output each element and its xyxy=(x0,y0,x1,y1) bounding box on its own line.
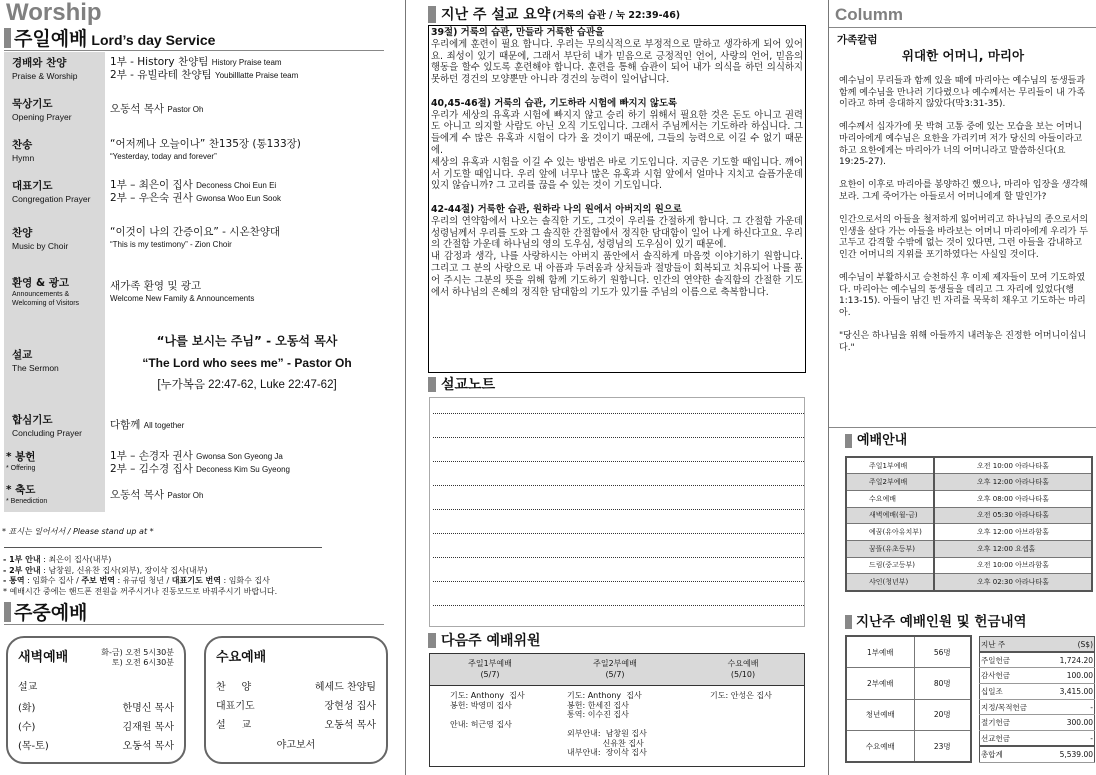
sermon-summary-heading xyxy=(428,4,680,24)
column-title: 수요예배 xyxy=(727,659,759,668)
sermon-info xyxy=(110,330,384,396)
service-time: 오후 12:00 요셉홀 xyxy=(934,540,1092,557)
sermon-title-en: “The Lord who sees me” - Pastor Oh xyxy=(142,356,352,370)
wednesday-row xyxy=(216,678,376,693)
offering-total-label: 총합계 xyxy=(980,746,1046,762)
divider xyxy=(829,27,1096,28)
note-line xyxy=(3,566,277,577)
offering-amount: - xyxy=(1046,731,1095,747)
offering-type: 선교헌금 xyxy=(980,731,1046,747)
service-times-heading-text: 예배안내 xyxy=(857,433,908,448)
summary-section-heading: 42-44절) 거룩한 습관, 원하라 나의 원에서 아버지의 원으로 xyxy=(431,203,682,215)
note-line xyxy=(433,581,804,582)
order-value-en: Gwonsa Son Gyeong Ja xyxy=(196,452,283,461)
order-label-ko: 찬양 xyxy=(12,227,33,239)
section-bar-icon xyxy=(845,434,852,448)
wednesday-row xyxy=(216,697,376,712)
service-name: 꿈뜰(유초등부) xyxy=(846,540,934,557)
order-value-en: “This is my testimony” - Zion Choir xyxy=(110,240,232,249)
offering-type: 십일조 xyxy=(980,684,1046,700)
note-text: : 유규림 청년 / xyxy=(115,576,172,585)
dawn-day: (목-토) xyxy=(18,741,49,752)
note-label: - 통역 xyxy=(3,576,25,585)
service-name: 예꿈(유아유치부) xyxy=(846,524,934,541)
column-paragraph: 예수님이 부활하시고 승천하신 후 이제 제자들이 모여 기도하였다. 마리아는 예수님의 동생들을 데리고 그 자리에 있었다(행1:13-15). 아들이 남긴 빈 자리를 묵묵히 채우고 기도하는 마리아. xyxy=(839,273,1086,318)
attendance-count: 23명 xyxy=(914,731,971,763)
dawn-time-weekday: 화-금) 오전 5시30분 xyxy=(101,648,174,657)
column-title: Columm xyxy=(835,5,903,24)
order-value: “이것이 나의 간증이요” - 시온찬양대 xyxy=(110,226,281,238)
note-text: : 임화수 집사 xyxy=(220,576,270,585)
section-bar-icon xyxy=(428,377,436,392)
attendance-count: 20명 xyxy=(914,699,971,731)
wednesday-title: 수요예배 xyxy=(216,650,267,665)
offering-amount: 1,724.20 xyxy=(1046,652,1095,668)
offering-header-row xyxy=(980,637,1095,653)
order-value-en: Welcome New Family & Announcements xyxy=(110,294,255,303)
order-value: 새가족 환영 및 광고 xyxy=(110,280,202,292)
column-title: 주일2부예배 xyxy=(593,659,637,668)
note-text: : 남창원, 신유찬 집사(외부), 장이삭 집사(내부) xyxy=(40,565,208,575)
note-text: : 임화수 집사 / xyxy=(24,576,82,585)
order-value-en: Deconess Kim Su Gyeong xyxy=(196,465,290,474)
dawn-day: (화) xyxy=(18,703,36,714)
order-label-en: The Sermon xyxy=(12,363,59,373)
order-value-en: All together xyxy=(143,421,185,430)
service-row xyxy=(846,557,1092,574)
offering-type: 절기헌금 xyxy=(980,715,1046,731)
column-body xyxy=(839,76,1091,366)
note-line xyxy=(433,533,804,534)
note-label: 주보 번역 xyxy=(81,576,116,585)
order-value: “어저께나 오늘이나” 찬135장 (통133장) xyxy=(110,138,301,150)
offering-table xyxy=(979,636,1095,763)
sermon-notes-heading-text: 설교노트 xyxy=(441,377,496,393)
dawn-row xyxy=(18,699,174,714)
next-week-cell: 기도: Anthony 집사 봉헌: 박영미 집사 안내: 허근영 집사 xyxy=(450,691,525,729)
offering-amount: 100.00 xyxy=(1046,668,1095,684)
order-label-ko: 합심기도 xyxy=(12,414,53,426)
next-week-heading xyxy=(428,630,541,650)
wednesday-person: 장현성 집사 xyxy=(324,701,376,712)
service-time: 오전 10:00 아라나타홀 xyxy=(934,457,1092,474)
attendance-service: 1부예배 xyxy=(846,636,914,668)
attendance-service: 청년예배 xyxy=(846,699,914,731)
service-name: 새벽예배(월-금) xyxy=(846,507,934,524)
weekday-heading-ko: 주중예배 xyxy=(14,602,88,624)
offering-type: 주일헌금 xyxy=(980,652,1046,668)
attendance-service: 수요예배 xyxy=(846,731,914,763)
service-row xyxy=(846,474,1092,491)
attendance-row xyxy=(846,636,971,668)
order-value: 오동석 목사 xyxy=(110,103,165,115)
dawn-preacher: 오동석 목사 xyxy=(122,741,174,752)
note-line xyxy=(433,557,804,558)
attendance-count: 80명 xyxy=(914,668,971,700)
column-section xyxy=(828,0,1096,775)
service-name: 샤인(청년부) xyxy=(846,574,934,591)
weekday-service-heading xyxy=(4,601,384,625)
wednesday-book: 야고보서 xyxy=(276,740,316,751)
order-value-en: Deconess Choi Eun Ei xyxy=(196,181,277,190)
order-label-ko: 찬송 xyxy=(12,139,33,151)
note-label: 대표기도 번역 xyxy=(171,576,221,585)
summary-subheading: (거룩의 습관 / 눅 22:39-46) xyxy=(552,10,681,21)
attendance-table xyxy=(845,635,972,763)
column-date: (5/7) xyxy=(605,670,625,679)
note-text: : 최은이 집사(내부) xyxy=(40,555,112,564)
service-row xyxy=(846,574,1092,591)
order-label-ko: 묵상기도 xyxy=(12,98,53,110)
wednesday-person: 오동석 목사 xyxy=(324,720,376,731)
offering-amount: 3,415.00 xyxy=(1046,684,1095,700)
order-value: 다함께 xyxy=(110,419,141,431)
sermon-scripture: [누가복음 22:47-62, Luke 22:47-62] xyxy=(157,379,337,391)
order-label-ko: 설교 xyxy=(12,349,33,361)
service-name: 주일2부예배 xyxy=(846,474,934,491)
order-label-ko: 대표기도 xyxy=(12,180,53,192)
service-time: 오후 08:00 아라나타홀 xyxy=(934,490,1092,507)
attendance-row xyxy=(846,731,971,763)
order-value: 오동석 목사 xyxy=(110,489,165,501)
next-week-col-header xyxy=(430,658,550,680)
service-name: 주일1부예배 xyxy=(846,457,934,474)
column-paragraph: 인간으로서의 아들을 철저하게 잃어버리고 하나님의 종으로서의 인생을 살다 가는 아들을 바라보는 어머니 마리아에게 우리가 두고두고 감격할 수밖에 없는 것이 있다면, 그런 아들을 감내하고 인간 어머니의 지위를 포기하였다는 사실일 것이다. xyxy=(839,215,1089,260)
next-week-header-row xyxy=(430,654,804,686)
attendance-heading-text: 지난주 예배인원 및 헌금내역 xyxy=(856,614,1027,630)
attendance-service: 2부예배 xyxy=(846,668,914,700)
summary-paragraph: 우리에게 훈련이 필요 합니다. 우리는 무의식적으로 부정적으로 말하고 생각하게 되어 있어요. 죄성이 있기 때문에, 그래서 부단히 내가 믿음으로 긍정적인 언어, 사랑의 언어, 믿음의 행동을 할수 있도록 훈련해야 합니다. 훈련을 통해 습관이 되어 내가 의식을 하던 의식하지 못하던 경건의 모양뿐만 아니라 경건의 능력이 일어납니다. xyxy=(431,38,803,86)
offering-row xyxy=(980,731,1095,747)
service-row xyxy=(846,524,1092,541)
next-week-heading-text: 다음주 예배위원 xyxy=(441,633,541,649)
column-date: (5/7) xyxy=(480,670,500,679)
offering-header-unit: (S$) xyxy=(1046,637,1095,653)
wednesday-row xyxy=(216,716,376,731)
attendance-row xyxy=(846,699,971,731)
sermon-summary-box xyxy=(428,25,806,373)
order-label-en: Opening Prayer xyxy=(12,112,72,122)
column-paragraph: 예수님이 무리들과 함께 있을 때에 마리아는 예수님의 동생들과 함께 예수님을 만나러 기다렸으나 예수께서는 무리들이 내 가족이라고 하며 응대하지 않았다(막3:31-35). xyxy=(839,76,1086,110)
summary-paragraph: 내 감정과 생각, 나를 사랑하시는 아버지 품안에서 솔직하게 마음껏 이야기하기 원합니다. 그리고 그 분의 사랑으로 내 아픔과 두려움과 상처들과 절망들이 회복되고 치유되어 나를 품어 주시는 그분의 뜻을 위해 함께 기도하기 원합니다. 인간의 연약한 솔직함의 간절한 기도에서 하나님의 은혜의 정직한 담대함의 기도가 있기를 주님의 이름으로 축복합니다. xyxy=(431,251,803,298)
next-week-col-header xyxy=(550,658,680,680)
offering-row xyxy=(980,699,1095,715)
note-line xyxy=(3,576,277,587)
summary-heading-text: 지난 주 설교 요약 xyxy=(441,7,551,23)
sermon-title-ko: “나를 보시는 주님” - 오동석 목사 xyxy=(156,334,338,348)
note-text: * 예배시간 중에는 핸드폰 전원을 꺼주시거나 진동모드로 바꿔주시기 바랍니다. xyxy=(3,586,278,596)
order-value: 2부 – 김수경 집사 xyxy=(110,463,193,475)
wednesday-role: 설 교 xyxy=(216,720,252,731)
order-label-en: Praise & Worship xyxy=(12,71,78,81)
order-value-en: Gwonsa Woo Eun Sook xyxy=(196,194,281,203)
summary-paragraph: 우리의 연약함에서 나오는 솔직한 기도, 그것이 우리를 간절하게 합니다. 그 간절함 가운데 성령님께서 우리를 도와 그 솔직한 간절함에서 정직한 담대함이 일어 나게 하신다고요. 우리의 간절함 가운데 하나님의 영의 도우심, 성령님의 도우심이 있기 때문에. xyxy=(431,215,803,251)
order-label-ko: 경배와 찬양 xyxy=(12,57,67,69)
summary-section-heading: 39절) 거룩의 습관, 만들라 거룩한 습관을 xyxy=(431,27,605,38)
service-time: 오후 02:30 아라나타홀 xyxy=(934,574,1092,591)
note-label: - 2부 안내 xyxy=(3,565,41,575)
section-bar-icon xyxy=(428,633,436,648)
wednesday-service-box xyxy=(204,636,388,764)
next-week-table xyxy=(429,653,805,767)
order-label-en: * Benediction xyxy=(6,498,48,505)
sermon-column xyxy=(405,0,810,775)
order-value-en: Pastor Oh xyxy=(167,105,204,114)
offering-type: 지정/목적헌금 xyxy=(980,699,1046,715)
order-value-en: Youbilllatte Praise team xyxy=(214,71,299,80)
note-line xyxy=(433,509,804,510)
dawn-day: (수) xyxy=(18,722,36,733)
worship-title: Worship xyxy=(6,0,102,26)
note-line xyxy=(433,461,804,462)
summary-paragraph: 우리가 세상의 유혹과 시험에 빠지지 않고 승리 하기 위해서 필요한 것은 돈도 아니고 권력도 아니고 의지할 사람도 아닌 오직 기도입니다. 그래서 주님께서는 기도하라 하십니다. 그들에게 수 많은 유혹과 시험이 다가 올 것이기 때문에, 그들의 능력으로 이길 수 없기 때문에. xyxy=(431,109,803,156)
offering-amount: - xyxy=(1046,699,1095,715)
order-of-service xyxy=(4,52,384,512)
column-paragraph: 예수께서 십자가에 못 박혀 고통 중에 있는 모습을 보는 어머니 마리아에게 예수님은 요한을 가리키며 저가 당신의 아들이라고 하고 요한에게는 마리아가 너의 어머니라고 말씀하신다(요19:25-27). xyxy=(839,122,1083,168)
offering-row xyxy=(980,684,1095,700)
offering-row xyxy=(980,715,1095,731)
order-label-en: Concluding Prayer xyxy=(12,428,82,438)
service-row xyxy=(846,457,1092,474)
summary-paragraph: 세상의 유혹과 시험을 이길 수 있는 방법은 바로 기도입니다. 지금은 기도할 때입니다. 깨어서 기도할 때입니다. 우리 앞에 너무나 많은 유혹과 시험 앞에서 얼마나 지치고 슬픔가운데 있지 않습니까? 그 고리를 끊을 수 있는 것이 기도입니다. xyxy=(431,156,803,192)
order-value: 2부 – 우은숙 권사 xyxy=(110,192,193,204)
order-label-en: Music by Choir xyxy=(12,241,69,251)
service-times-heading xyxy=(845,430,907,450)
next-week-cell: 기도: Anthony 집사 봉헌: 한세진 집사 통역: 이수진 집사 외부안내: 남창원 집사 신유찬 집사 내부안내: 장이삭 집사 xyxy=(567,691,647,757)
divider xyxy=(829,427,1096,428)
note-label: - 1부 안내 xyxy=(3,555,41,564)
service-notes xyxy=(3,555,277,597)
section-bar-icon xyxy=(428,6,436,23)
section-bar-icon xyxy=(4,28,11,48)
dawn-row xyxy=(18,718,174,733)
sunday-heading-en: Lord’s day Service xyxy=(91,32,216,48)
divider xyxy=(4,547,322,548)
attendance-heading xyxy=(845,610,1027,632)
section-bar-icon xyxy=(845,615,852,629)
offering-type: 감사헌금 xyxy=(980,668,1046,684)
order-label-en: Announcements & Welcoming of Visitors xyxy=(12,291,80,307)
sermon-notes-box[interactable] xyxy=(429,397,805,627)
service-row xyxy=(846,507,1092,524)
dawn-service-box xyxy=(6,636,186,764)
dawn-title: 새벽예배 xyxy=(18,650,69,665)
dawn-preacher: 한명신 목사 xyxy=(122,703,174,714)
attendance-row xyxy=(846,668,971,700)
note-line xyxy=(433,437,804,438)
column-paragraph: 요한이 이후로 마리아를 봉양하긴 했으나, 마리아 입장을 생각해보라. 그게 죽어가는 아들로서 어머니에게 할 말인가? xyxy=(839,180,1088,202)
dawn-row xyxy=(18,737,174,752)
order-value-en: “Yesterday, today and forever” xyxy=(110,152,217,161)
column-headline: 위대한 어머니, 마리아 xyxy=(901,48,1025,63)
order-value-en: History Praise team xyxy=(211,58,282,67)
wednesday-role: 찬 양 xyxy=(216,682,252,693)
order-value: 2부 - 유빌라테 찬양팀 xyxy=(110,69,212,81)
sunday-service-heading xyxy=(4,27,384,51)
service-row xyxy=(846,490,1092,507)
service-time: 오전 05:30 아라나타홀 xyxy=(934,507,1092,524)
dawn-times xyxy=(101,648,174,668)
order-value: 1부 - History 찬양팀 xyxy=(110,56,209,68)
column-date: (5/10) xyxy=(730,670,756,679)
worship-column xyxy=(0,0,388,775)
note-line xyxy=(433,605,804,606)
sunday-heading-ko: 주일예배 xyxy=(14,28,88,50)
order-label-en: Congregation Prayer xyxy=(12,194,91,204)
column-kicker: 가족칼럼 xyxy=(837,34,878,46)
stand-up-note: * 표시는 일어서서 / Please stand up at * xyxy=(2,527,154,536)
service-time: 오후 12:00 아라나타홀 xyxy=(934,474,1092,491)
sermon-notes-heading xyxy=(428,374,495,394)
order-label-ko: * 봉헌 xyxy=(6,451,36,463)
order-value-en: Pastor Oh xyxy=(167,491,204,500)
order-label-ko: 환영 & 광고 xyxy=(12,277,70,289)
column-paragraph: "당신은 하나님을 위해 아들까지 내려놓은 진정한 어머니이십니다." xyxy=(839,331,1087,353)
note-line xyxy=(433,485,804,486)
dawn-sermon-label: 설교 xyxy=(18,682,38,693)
order-value: 1부 – 최은이 집사 xyxy=(110,179,193,191)
offering-row xyxy=(980,668,1095,684)
attendance-count: 56명 xyxy=(914,636,971,668)
next-week-col-header xyxy=(680,658,806,680)
offering-total-amount: 5,539.00 xyxy=(1046,746,1095,762)
section-bar-icon xyxy=(4,602,11,622)
service-times-table xyxy=(845,456,1093,592)
order-label-en: * Offering xyxy=(6,465,36,472)
service-row xyxy=(846,540,1092,557)
offering-amount: 300.00 xyxy=(1046,715,1095,731)
service-name: 수요예배 xyxy=(846,490,934,507)
offering-total-row xyxy=(980,746,1095,762)
dawn-preacher: 김재원 목사 xyxy=(122,722,174,733)
offering-header-label: 지난 주 xyxy=(980,637,1046,653)
note-line xyxy=(3,555,277,566)
note-line xyxy=(433,413,804,414)
summary-section-heading: 40,45-46절) 거룩의 습관, 기도하라 시험에 빠지지 않도록 xyxy=(431,97,678,109)
service-time: 오후 12:00 아브라함홀 xyxy=(934,524,1092,541)
order-value: 1부 – 손경자 권사 xyxy=(110,450,193,462)
service-name: 드림(중고등부) xyxy=(846,557,934,574)
wednesday-person: 헤세드 찬양팀 xyxy=(314,682,376,693)
column-title: 주일1부예배 xyxy=(468,659,512,668)
order-label-en: Hymn xyxy=(12,153,35,163)
order-label-ko: * 축도 xyxy=(6,484,36,496)
wednesday-role: 대표기도 xyxy=(216,701,255,712)
next-week-cell: 기도: 안성은 집사 xyxy=(710,691,772,700)
note-line xyxy=(3,587,277,598)
dawn-time-saturday: 토) 오전 6시30분 xyxy=(111,658,174,667)
offering-row xyxy=(980,652,1095,668)
service-time: 오전 10:00 아브라함홀 xyxy=(934,557,1092,574)
